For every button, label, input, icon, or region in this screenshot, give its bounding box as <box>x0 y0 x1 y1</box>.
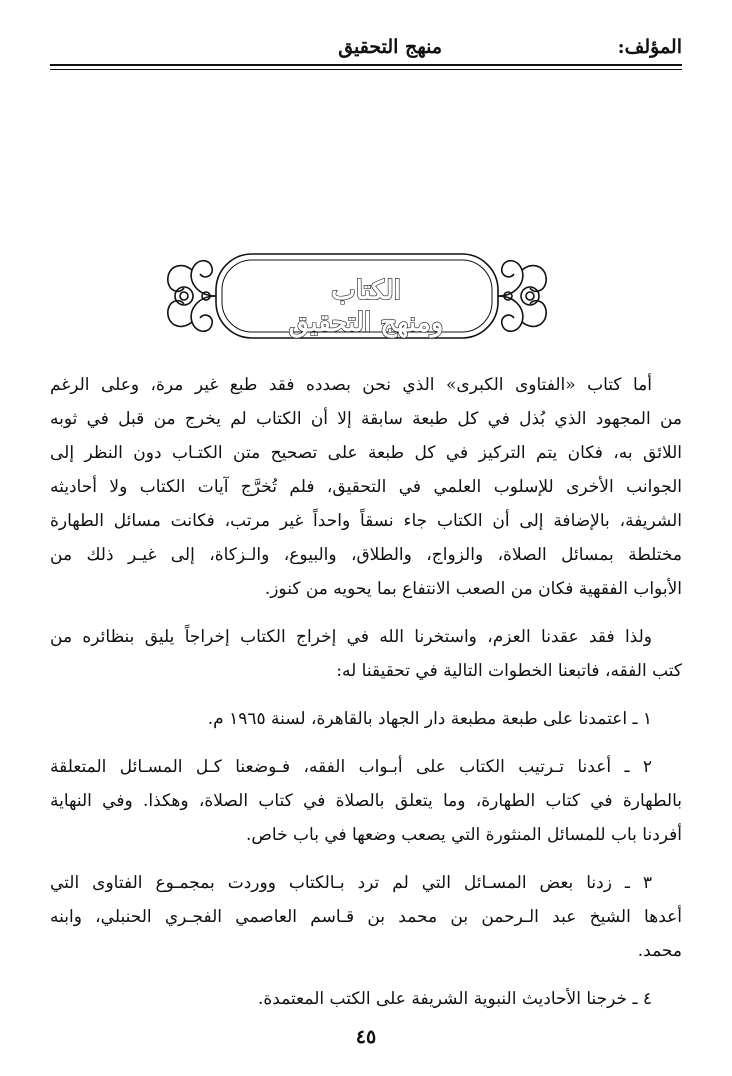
text-line: بالطهارة في كتاب الطهارة، وما يتعلق بالصلاة في كتاب الصلاة، وهكذا. وفي النهاية <box>50 791 682 811</box>
text-line: أفردنا باب للمسائل المنثورة التي يصعب وضعها في باب خاص. <box>245 825 682 845</box>
step-1 <box>50 702 682 736</box>
step-4 <box>50 982 682 1016</box>
text-line: ٤ ـ خرجنا الأحاديث النبوية الشريفة على الكتب المعتمدة. <box>257 989 652 1009</box>
text-line: ولذا فقد عقدنا العزم، واستخرنا الله في إخراج الكتاب إخراجاً يليق بنظائره من <box>50 627 652 647</box>
text-line: من المجهود الذي بُذل في كل طبعة سابقة إلا أن الكتاب لم يخرج من قبل في ثوبه <box>50 409 682 429</box>
text-line: محمد. <box>637 941 682 961</box>
text-line: أعدها الشيخ عبد الـرحمن بن محمد بن قـاسم العاصمي الفجـري الحنبلي، وابنه <box>50 907 682 927</box>
ornament-title-line-1: الكتاب <box>331 276 401 306</box>
paragraph-resolution <box>50 620 682 688</box>
paragraph-intro <box>50 368 682 606</box>
ornament-title-line-2: ومنهج التحقيق <box>288 308 444 338</box>
step-3 <box>50 866 682 968</box>
page-number: ٤٥ <box>355 1026 377 1048</box>
text-line: الجوانب الأخرى للإسلوب العلمي في التحقيق، فلم تُخرَّج آيات الكتاب ولا أحاديثه <box>50 477 682 497</box>
text-line: مختلطة بمسائل الصلاة، والزواج، والطلاق، والبيوع، والـزكاة، إلى غيـر ذلك من <box>50 545 682 565</box>
header-section-title: منهج التحقيق <box>338 36 442 58</box>
text-line: أما كتاب «الفتاوى الكبرى» الذي نحن بصدده فقد طبع غير مرة، وعلى الرغم <box>50 375 652 395</box>
header-rule-thin <box>50 69 682 70</box>
text-line: كتب الفقه، فاتبعنا الخطوات التالية في تحقيقنا له: <box>336 661 682 681</box>
text-line: الشريفة، بالإضافة إلى أن الكتاب جاء نسقاً واحداً غير مرتب، فكانت مسائل الطهارة <box>50 511 682 531</box>
text-line: ٢ ـ أعدنا تـرتيب الكتاب على أبـواب الفقه، فـوضعنا كـل المسـائل المتعلقة <box>50 757 652 777</box>
body-text <box>50 368 682 1016</box>
text-line: ٣ ـ زدنا بعض المسـائل التي لم ترد بـالكتاب ووردت بمجمـوع الفتاوى التي <box>50 873 652 893</box>
text-line: اللائق به، فكان يتم التركيز في كل طبعة على تصحيح متن الكتـاب دون النظر إلى <box>50 443 682 463</box>
text-line: الأبواب الفقهية فكان من الصعب الانتفاع بما يحويه من كنوز. <box>264 579 682 599</box>
text-line: ١ ـ اعتمدنا على طبعة مطبعة دار الجهاد بالقاهرة، لسنة ١٩٦٥ م. <box>207 709 652 729</box>
running-header <box>50 34 682 60</box>
header-rule-thick <box>50 64 682 66</box>
step-2 <box>50 750 682 852</box>
header-author-label: المؤلف: <box>617 36 682 58</box>
